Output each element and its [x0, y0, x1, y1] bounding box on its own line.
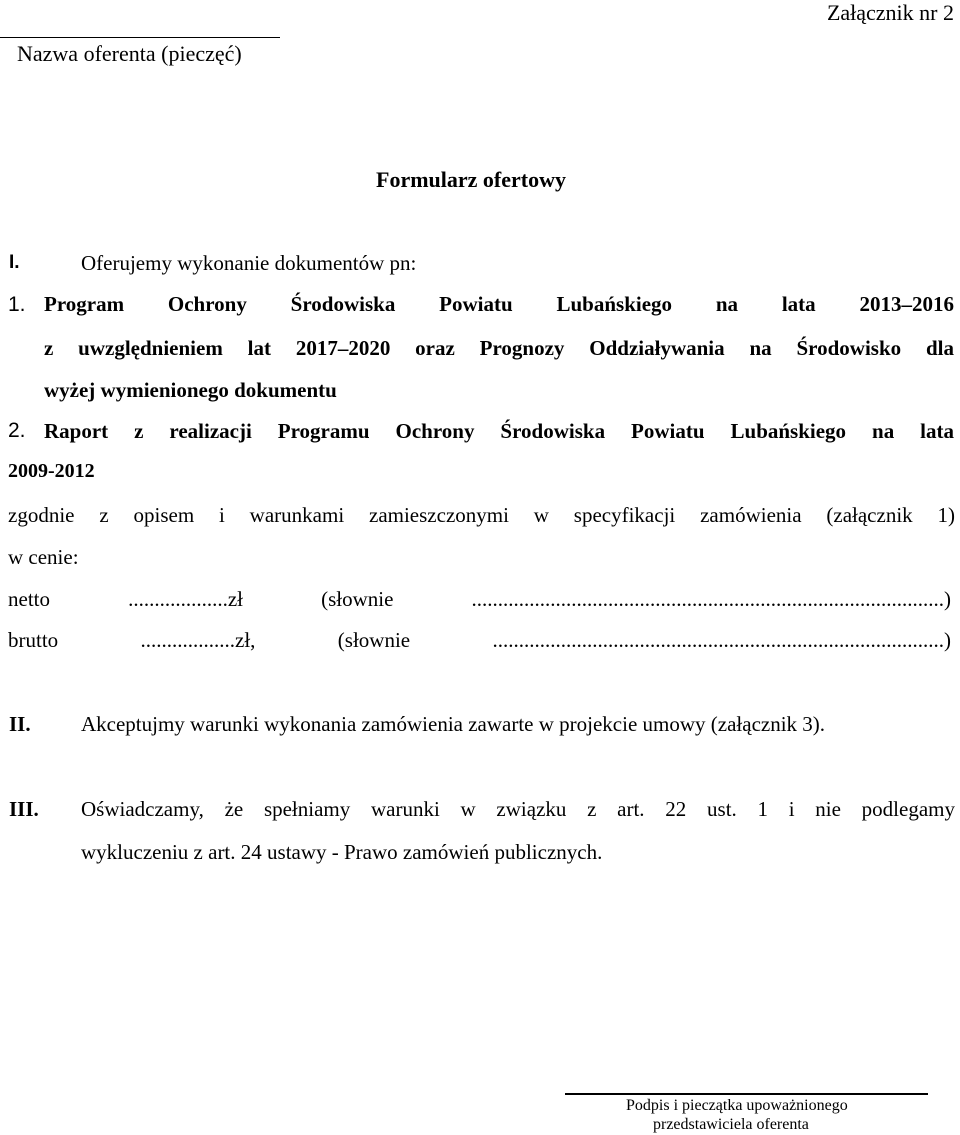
signature-label-line-2: przedstawiciela oferenta — [653, 1116, 809, 1133]
item-1-number: 1. — [8, 293, 26, 316]
brutto-price-line: brutto ..................zł, (słownie ......................................................................................) — [8, 628, 951, 652]
item-1-line-1: Program Ochrony Środowiska Powiatu Lubańskiego na lata 2013–2016 — [44, 292, 954, 316]
signature-line — [565, 1093, 928, 1095]
item-1-line-2: z uwzględnieniem lat 2017–2020 oraz Prognozy Oddziaływania na Środowisko dla — [44, 336, 954, 360]
section-1-intro: Oferujemy wykonanie dokumentów pn: — [81, 251, 417, 275]
section-3-line-2: wykluczeniu z art. 24 ustawy - Prawo zamówień publicznych. — [81, 840, 603, 864]
section-3-line-1: Oświadczamy, że spełniamy warunki w związku z art. 22 ust. 1 i nie podlegamy — [81, 797, 955, 821]
section-2-numeral: II. — [9, 712, 31, 736]
attachment-label: Załącznik nr 2 — [826, 0, 954, 25]
item-2-number: 2. — [8, 419, 26, 442]
item-1-line-3: wyżej wymienionego dokumentu — [44, 378, 337, 402]
section-3-numeral: III. — [9, 797, 39, 821]
bidder-name-label: Nazwa oferenta (pieczęć) — [17, 41, 242, 66]
conditions-line-2: w cenie: — [8, 545, 79, 569]
item-2-line-1: Raport z realizacji Programu Ochrony Środowiska Powiatu Lubańskiego na lata — [44, 419, 954, 443]
section-2-text: Akceptujmy warunki wykonania zamówienia zawarte w projekcie umowy (załącznik 3). — [81, 712, 826, 736]
form-title: Formularz ofertowy — [376, 167, 566, 192]
signature-label-line-1: Podpis i pieczątka upoważnionego — [626, 1097, 848, 1114]
conditions-line-1: zgodnie z opisem i warunkami zamieszczonymi w specyfikacji zamówienia (załącznik 1) — [8, 503, 955, 527]
section-1-numeral: I. — [9, 252, 20, 273]
bidder-stamp-line — [0, 37, 280, 38]
netto-price-line: netto ...................zł (słownie ..........................................................................................) — [8, 587, 951, 611]
item-2-line-2: 2009-2012 — [8, 460, 95, 482]
